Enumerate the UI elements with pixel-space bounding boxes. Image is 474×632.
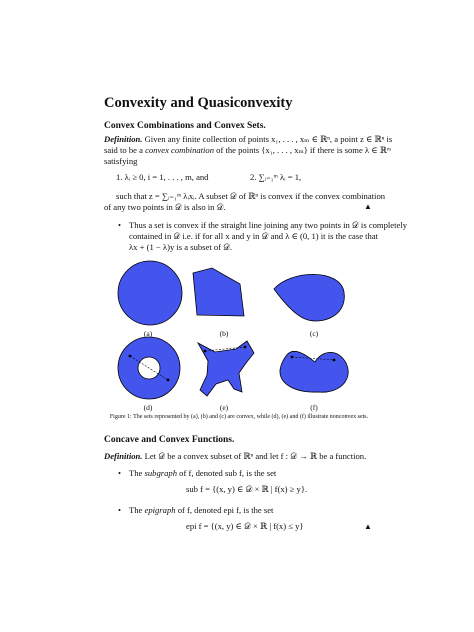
figure-label-c: (c) (309, 329, 319, 338)
text-fragment: said to be a (104, 145, 146, 155)
section-heading-concave-convex-functions: Concave and Convex Functions. (104, 435, 235, 445)
bullet-marker: • (118, 220, 122, 230)
figure-label-a: (a) (143, 329, 153, 338)
definition-label: Definition. (104, 451, 143, 461)
chord-f-endpoint (291, 356, 294, 359)
definition-text: Let 𝒟 be a convex subset of ℝⁿ and let f : 𝒟 → ℝ be a function. (144, 451, 367, 461)
text-fragment: of f, denoted sub f, is the set (177, 468, 277, 478)
chord-f-endpoint (333, 359, 336, 362)
definition-label: Definition. (104, 134, 143, 144)
chord-d-endpoint (167, 379, 170, 382)
condition-2: 2. ∑ᵢ₌₁ᵐ λᵢ = 1, (250, 172, 302, 182)
epigraph-bullet (129, 505, 273, 516)
shape-a-disc (118, 261, 182, 325)
end-of-definition-marker: ▲ (364, 202, 372, 211)
bullet-line-3: λx + (1 − λ)y is a subset of 𝒟. (129, 242, 233, 252)
shape-b-polygon (193, 268, 244, 316)
definition-text: Given any finite collection of points x₁, . . . , xₘ ∈ ℝⁿ, a point z ∈ ℝⁿ is (144, 134, 393, 144)
shape-e-dog (198, 341, 254, 396)
bullet-marker: • (118, 505, 122, 515)
emphasis-subgraph: subgraph (144, 468, 177, 478)
figure-label-b: (b) (219, 329, 229, 338)
figure-label-e: (e) (219, 403, 229, 412)
end-of-definition-marker: ▲ (364, 522, 372, 531)
emphasis-convex-combination: convex combination (145, 145, 215, 155)
shape-f-blob (280, 351, 348, 392)
subgraph-bullet (129, 468, 276, 479)
figure-label-d: (d) (143, 403, 153, 412)
figure-caption: Figure 1: The sets represented by (a), (b) and (c) are convex, while (d), (e) and (f) illustrate nonconvex sets. (109, 414, 369, 420)
chord-d-endpoint (129, 355, 132, 358)
text-fragment: The (129, 505, 145, 515)
definition-line-3: satisfying (104, 156, 138, 166)
shape-c-teardrop (274, 274, 344, 321)
section-heading-convex-combinations: Convex Combinations and Convex Sets. (104, 121, 266, 131)
bullet-marker: • (118, 468, 122, 478)
definition-line-4: such that z = ∑ᵢ₌₁ᵐ λᵢxᵢ. A subset 𝒟 of ℝⁿ is convex if the convex combination (116, 191, 386, 201)
text-fragment: of the points {x₁, . . . , xₘ} if there is some λ ∈ ℝᵐ (214, 145, 392, 155)
condition-1: 1. λᵢ ≥ 0, i = 1, . . . , m, and (116, 172, 209, 182)
bullet-line-2: contained in 𝒟 i.e. if for all x and y in 𝒟 and λ ∈ (0, 1) it is the case that (129, 231, 379, 241)
subgraph-formula: sub f = {(x, y) ∈ 𝒟 × ℝ | f(x) ≥ y}. (186, 484, 308, 494)
text-fragment: The (129, 468, 145, 478)
definition-line-5: of any two points in 𝒟 is also in 𝒟. (104, 202, 226, 212)
page-title: Convexity and Quasiconvexity (104, 95, 293, 111)
epigraph-formula: epi f = {(x, y) ∈ 𝒟 × ℝ | f(x) ≤ y} (186, 521, 304, 531)
chord-e-endpoint (244, 346, 247, 349)
figure-label-f: (f) (310, 403, 318, 412)
definition2-line-1 (104, 451, 366, 462)
bullet-line-1: Thus a set is convex if the straight line joining any two points in 𝒟 is completely (129, 220, 407, 230)
chord-e-endpoint (204, 350, 207, 353)
text-fragment: of f, denoted epi f, is the set (175, 505, 274, 515)
emphasis-epigraph: epigraph (144, 505, 176, 515)
